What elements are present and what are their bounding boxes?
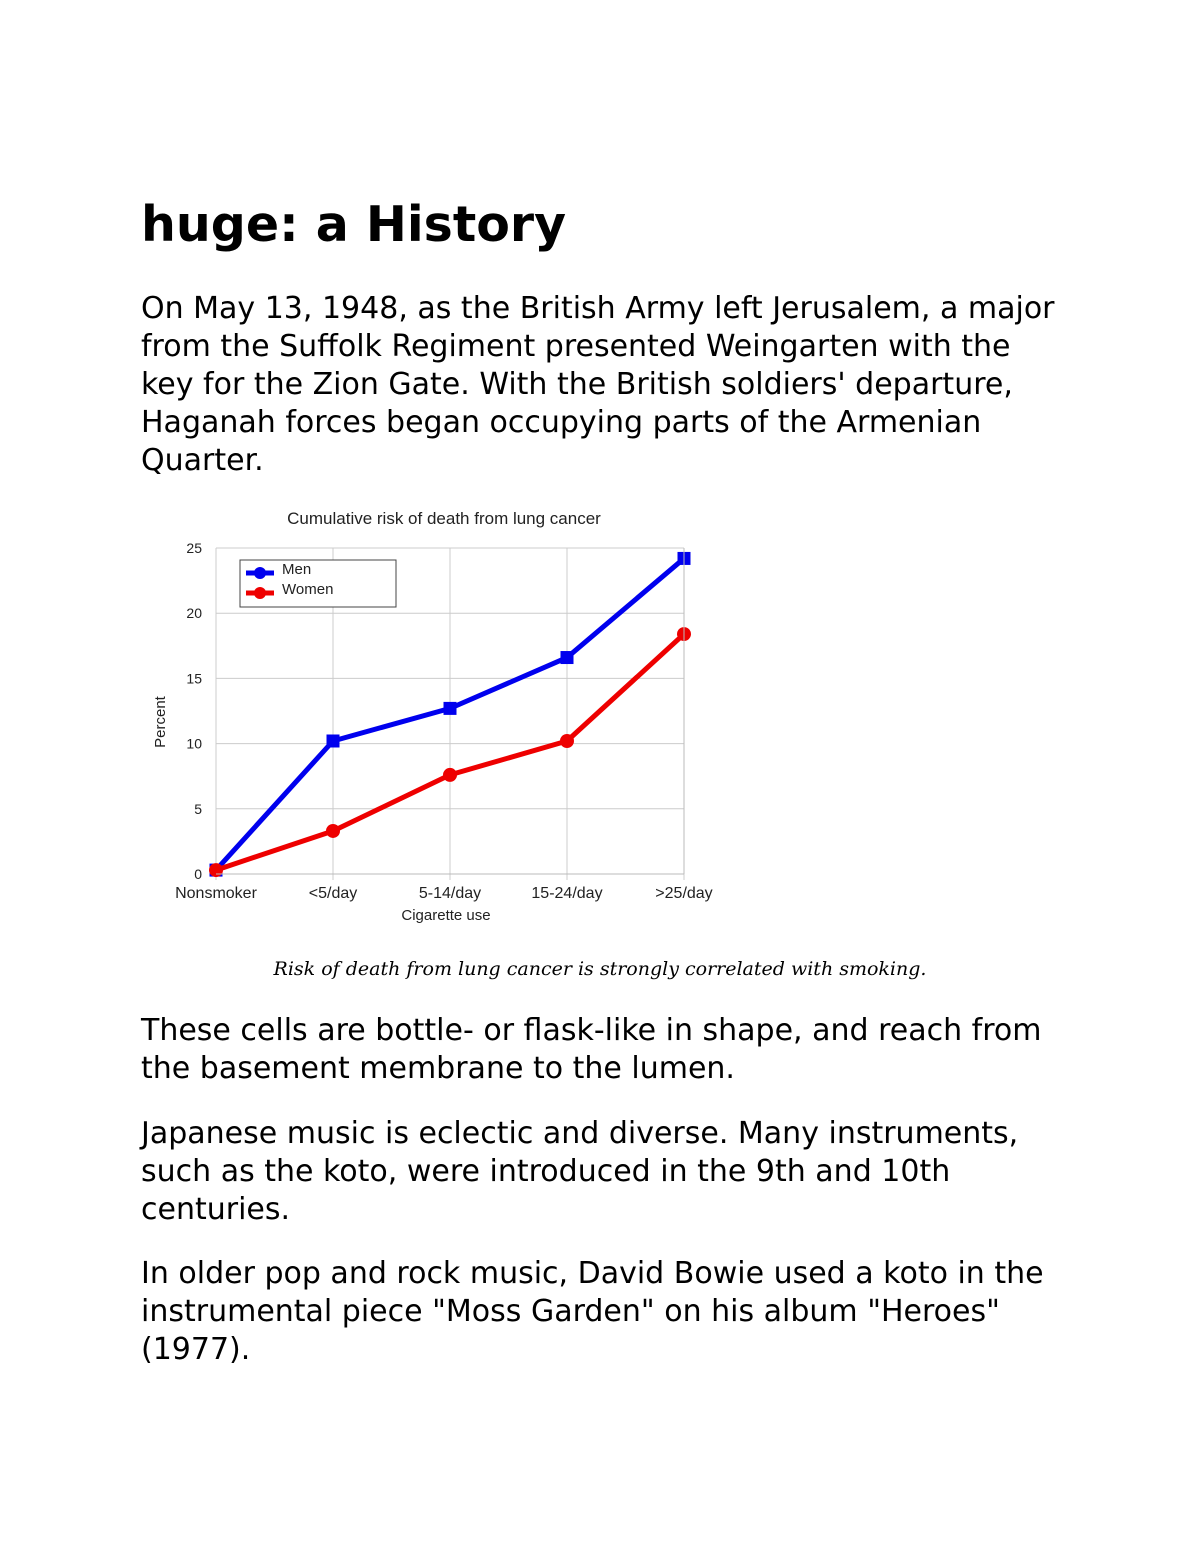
data-point-women <box>209 863 223 877</box>
paragraph-jerusalem: On May 13, 1948, as the British Army left Jerusalem, a major from the Suffolk Regiment presented Weingarten with the key for the Zion Gate. With the British soldiers' departure, Haganah forces began occupying parts of the Armenian Quarter. <box>141 291 1055 478</box>
paragraph-cells: These cells are bottle- or flask-like in shape, and reach from the basement membrane to the lumen. <box>141 1013 1042 1086</box>
y-tick-label: 20 <box>186 605 202 622</box>
legend-label-men: Men <box>282 561 312 578</box>
paragraph-japanese-music: Japanese music is eclectic and diverse. Many instruments, such as the koto, were introduced in the 9th and 10th centuries. <box>141 1116 1019 1227</box>
paragraph-david-bowie: In older pop and rock music, David Bowie used a koto in the instrumental piece "Moss Garden" on his album "Heroes" (1977). <box>141 1256 1044 1367</box>
x-tick-label: Nonsmoker <box>175 885 257 902</box>
x-tick-label: 5-14/day <box>418 885 482 902</box>
page-title: huge: a History <box>141 196 567 253</box>
data-point-women <box>443 768 457 782</box>
legend-swatch-marker <box>254 567 266 579</box>
data-point-men <box>444 702 457 715</box>
lung-cancer-chart <box>150 500 720 930</box>
y-tick-label: 5 <box>194 800 202 817</box>
data-point-women <box>326 824 340 838</box>
figure-caption: Risk of death from lung cancer is strongly correlated with smoking. <box>273 958 927 980</box>
data-point-women <box>560 734 574 748</box>
data-point-men <box>327 734 340 747</box>
y-tick-label: 25 <box>186 540 202 556</box>
chart-title: Cumulative risk of death from lung cancer <box>287 509 601 528</box>
y-tick-label: 0 <box>194 866 202 882</box>
data-point-men <box>561 651 574 664</box>
y-axis-label: Percent <box>152 696 169 748</box>
legend-label-women: Women <box>282 581 334 598</box>
y-tick-label: 10 <box>186 735 202 752</box>
chart-canvas <box>150 500 720 930</box>
legend-swatch-marker <box>254 587 266 599</box>
x-tick-label: <5/day <box>308 885 358 902</box>
x-axis-label: Cigarette use <box>401 907 491 924</box>
y-tick-label: 15 <box>186 670 202 687</box>
x-tick-label: 15-24/day <box>531 885 603 902</box>
x-tick-label: >25/day <box>655 885 713 902</box>
